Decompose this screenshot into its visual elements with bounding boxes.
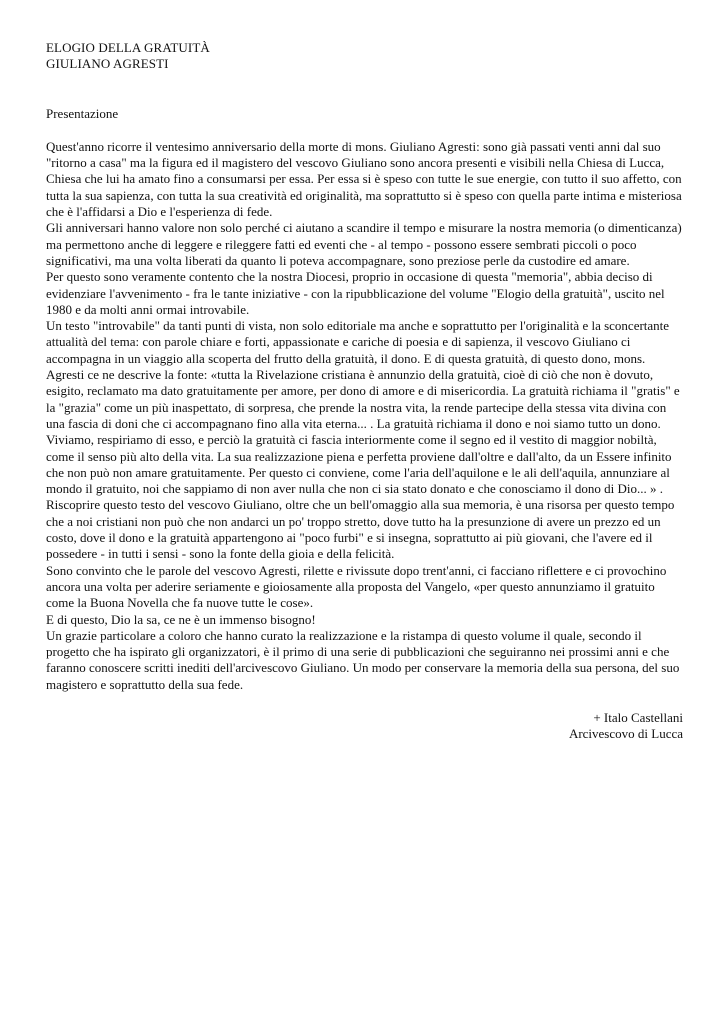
spacer [46, 73, 683, 106]
body-text [46, 139, 683, 693]
paragraph: Sono convinto che le parole del vescovo Agresti, rilette e rivissute dopo trent'anni, ci facciano riflettere e ci provochino ancora una volta per aderire seriamente e gioiosamente alla proposta del Vangelo, «per questo annunziamo il gratuito come la Buona Novella che fa nuove tutte le cose». [46, 562, 667, 611]
section-heading: Presentazione [46, 105, 119, 121]
spacer [46, 122, 683, 139]
signature-block [46, 710, 683, 743]
document-author: GIULIANO AGRESTI [46, 56, 169, 72]
paragraph: Un grazie particolare a coloro che hanno curato la realizzazione e la ristampa di questo volume il quale, secondo il progetto che ha ispirato gli organizzatori, è il primo di una serie di pubblicazioni che seguiranno nei prossimi anni e che faranno conoscere scritti inediti dell'arcivescovo Giuliano. Un modo per conservare la memoria della sua persona, del suo magistero e soprattutto della sua fede. [46, 627, 680, 692]
document-title: ELOGIO DELLA GRATUITÀ [46, 40, 210, 55]
paragraph: Un testo "introvabile" da tanti punti di vista, non solo editoriale ma anche e soprattutto per l'originalità e la sconcertante attualità del tema: con parole chiare e forti, appassionate e cariche di poesia e di sapienza, il vescovo Giuliano ci accompagna in un viaggio alla scoperta del frutto della gratuità, il dono. E di questa gratuità, di questo dono, mons. Agresti ce ne descrive la fonte: «tutta la Rivelazione cristiana è annunzio della gratuità, cioè di ciò che non è dovuto, esigito, reclamato ma dato gratuitamente per amore, per dono di amore e di misericordia. La gratuità richiama il "gratis" e la "grazia" come un più inaspettato, di sorpresa, che prende la nostra vita, la rende partecipe della stessa vita divina con una fascia di doni che ci accompagnano fino alla vita eterna... . La gratuità richiama il dono e noi siamo tutto un dono. Viviamo, respiriamo di esso, e perciò la gratuità ci fascia interiormente come il segno ed il vestito di maggior nobiltà, come il senso più alto della vita. La sua realizzazione piena e perfetta proviene dall'oltre e dall'alto, da un Essere infinito che non può non amare gratuitamente. Per questo ci conviene, come l'aria dell'aquilone e le ali dell'aquila, annunziare al mondo il gratuito, noi che sappiamo di non aver nulla che non ci sia stato donato e che conosciamo il dono di Dio... » . [46, 318, 680, 497]
document-page [46, 40, 683, 743]
paragraph: Quest'anno ricorre il ventesimo anniversario della morte di mons. Giuliano Agresti: sono già passati venti anni dal suo "ritorno a casa" ma la figura ed il magistero del vescovo Giuliano sono ancora presenti e visibili nella Chiesa di Lucca, Chiesa che lui ha amato fino a consumarsi per essa. Per essa si è speso con tutte le sue energie, con tutto il suo affetto, con tutta la sua sapienza, con tutta la sua creatività ed originalità, ma soprattutto si è speso con quella parte intima e misteriosa che è l'affidarsi a Dio e l'esperienza di fede. [46, 138, 682, 220]
paragraph: Per questo sono veramente contento che la nostra Diocesi, proprio in occasione di questa "memoria", abbia deciso di evidenziare l'avvenimento - fra le tante iniziative - con la ripubblicazione del volume "Elogio della gratuità", uscito nel 1980 e da molti anni ormai introvabile. [46, 269, 665, 317]
paragraph: Gli anniversari hanno valore non solo perché ci aiutano a scandire il tempo e misurare la nostra memoria (o dimenticanza) ma permettono anche di leggere e rileggere fatti ed eventi che - al tempo - possono essere sembrati piccoli o poco significativi, ma una volta liberati da quanto li poteva accompagnare, sono preziose perle da custodire ed amare. [46, 220, 682, 268]
paragraph: E di questo, Dio la sa, ce ne è un immenso bisogno! [46, 611, 316, 627]
signature-role: Arcivescovo di Lucca [568, 726, 683, 742]
paragraph: Riscoprire questo testo del vescovo Giuliano, oltre che un bell'omaggio alla sua memoria, è una risorsa per questo tempo che a noi cristiani non può che non andarci un po' troppo stretto, dove tutto ha la presunzione di avere un prezzo ed un costo, dove il dono e la gratuità appartengono ai "poco furbi" e si insegna, soprattutto ai più giovani, che l'avere ed il possedere - in tutti i sensi - sono la fonte della gioia e della felicità. [46, 497, 675, 562]
signature-name: + Italo Castellani [593, 709, 683, 725]
